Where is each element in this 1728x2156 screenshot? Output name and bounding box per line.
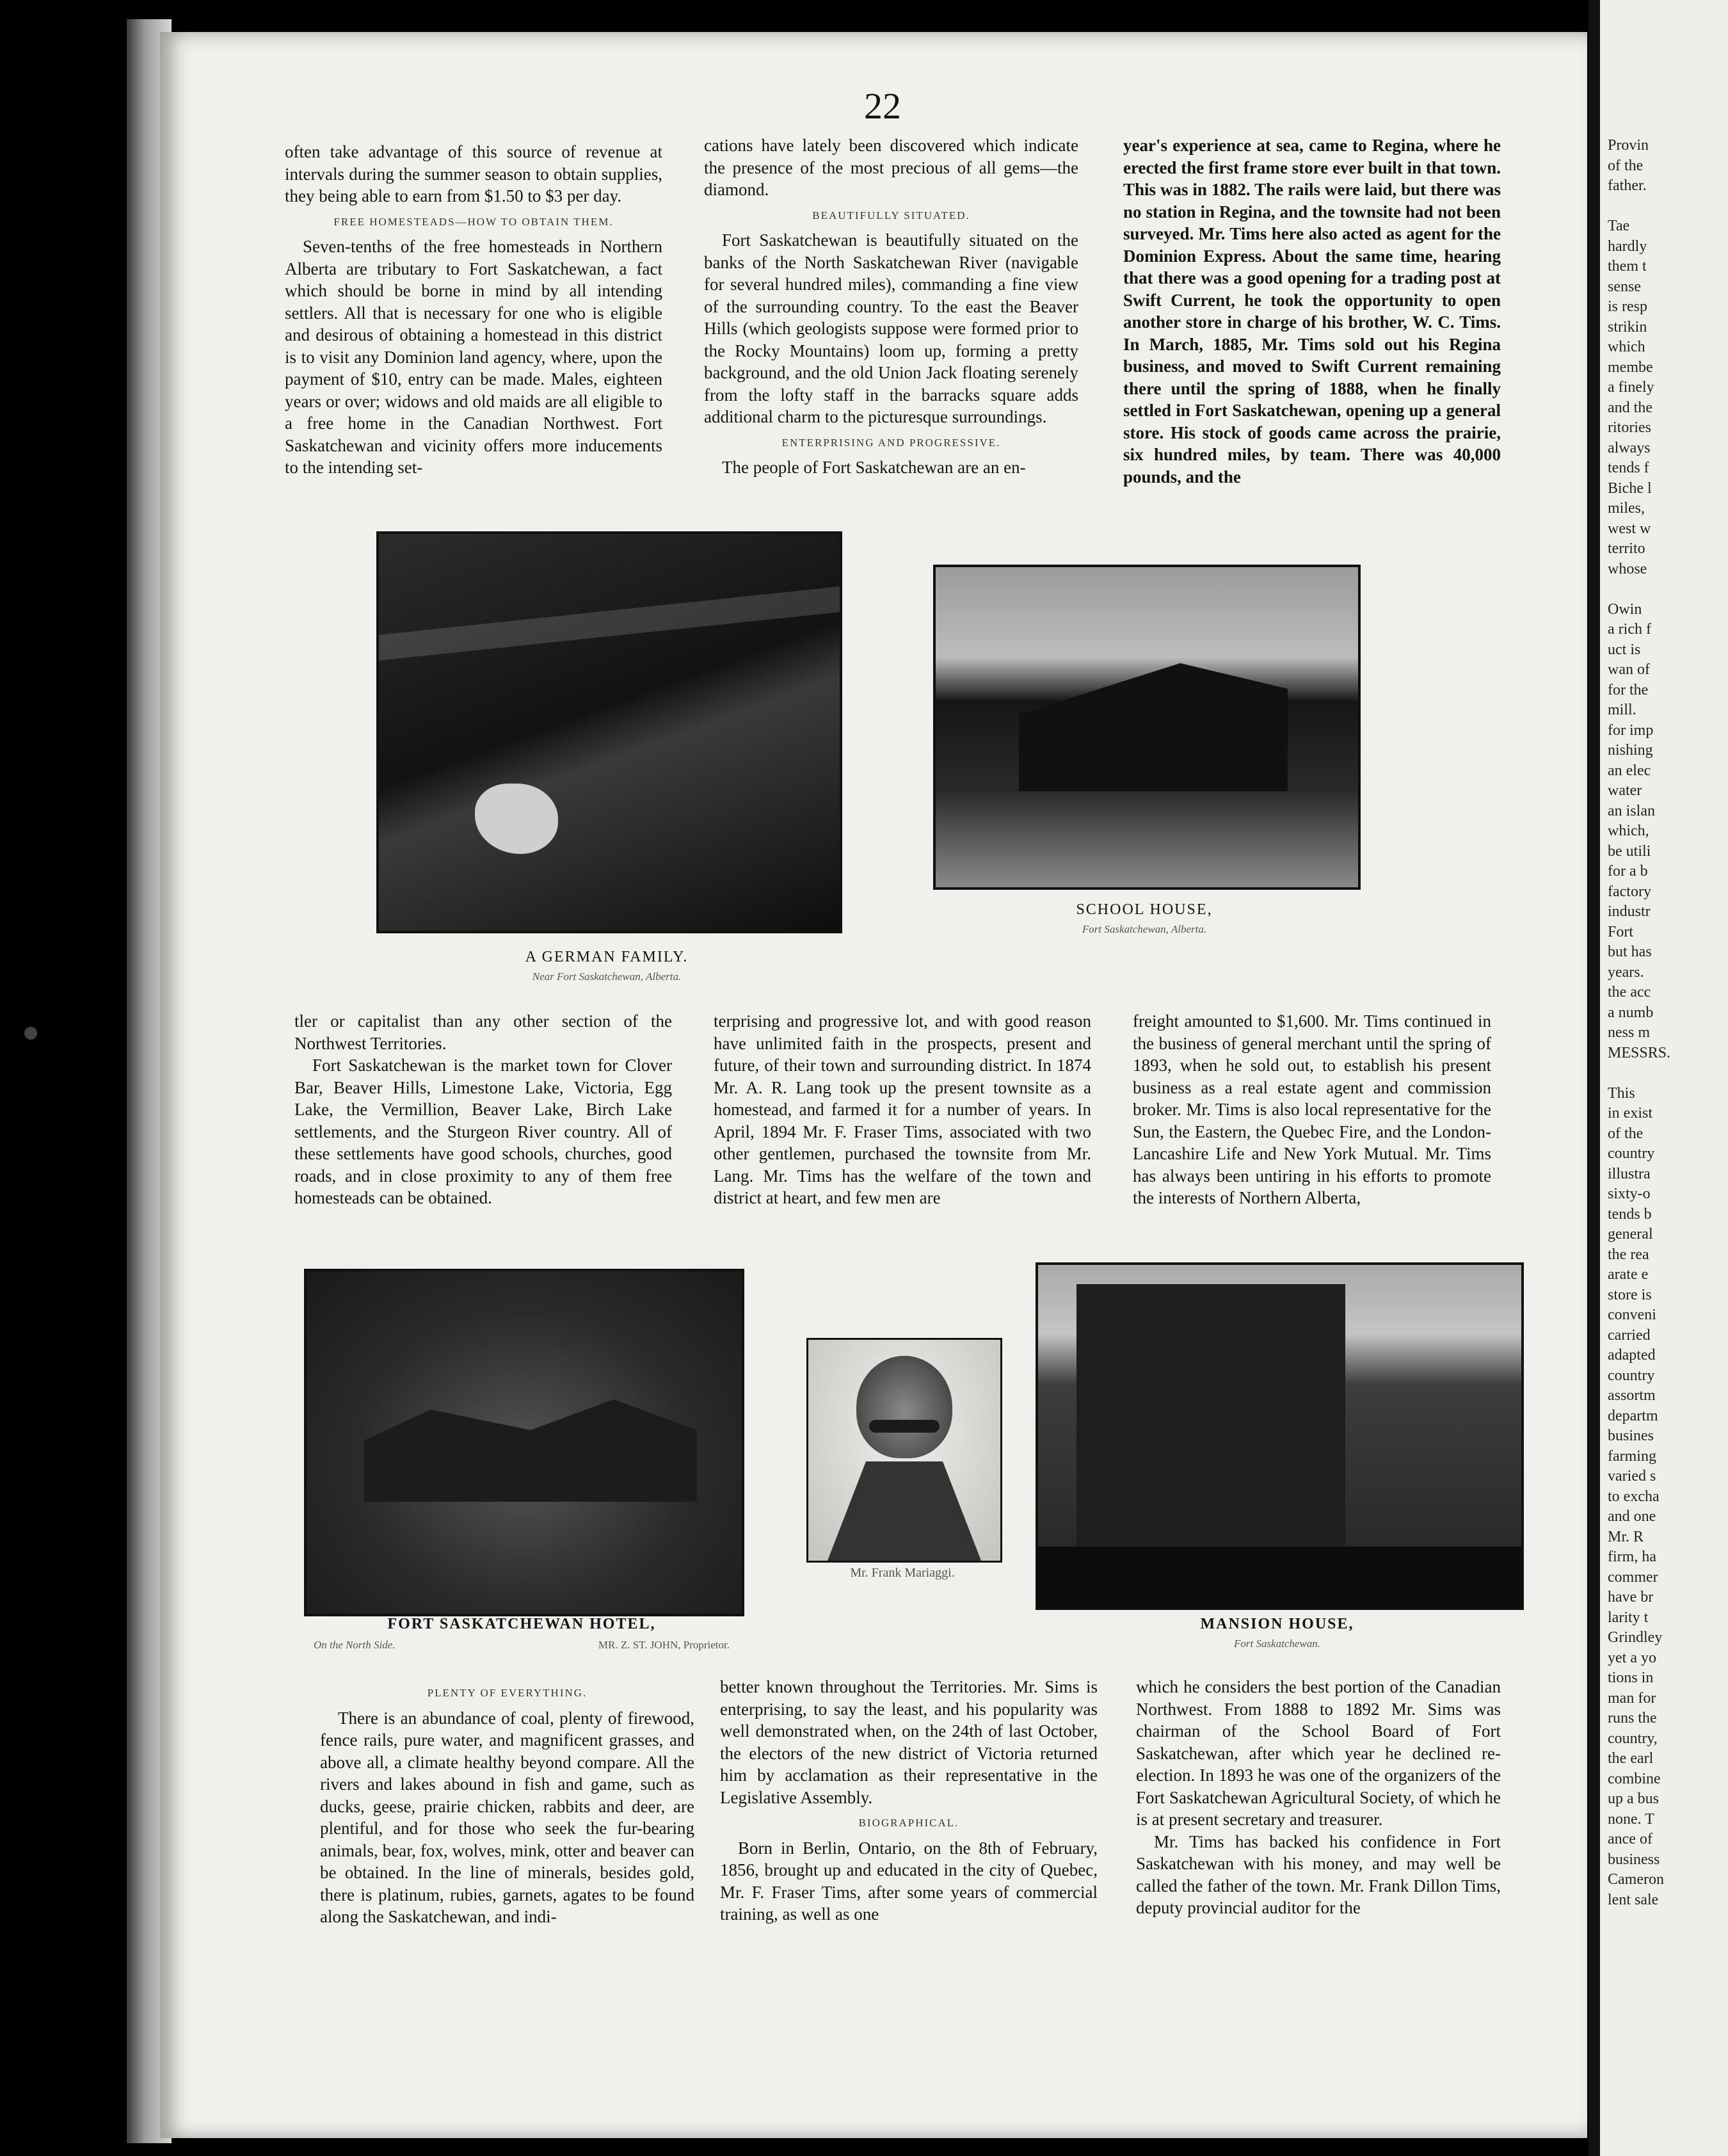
adjacent-text-fragment: years. <box>1608 963 1644 981</box>
mansion-house-subcaption: Fort Saskatchewan. <box>1233 1637 1321 1650</box>
page-number: 22 <box>864 85 901 127</box>
adjacent-text-fragment: man for <box>1608 1689 1656 1707</box>
bottom-column-3 <box>1136 1676 1501 1919</box>
adjacent-text-fragment: west w <box>1608 520 1651 537</box>
adjacent-text-fragment: and one <box>1608 1508 1656 1525</box>
adjacent-text-fragment: conveni <box>1608 1307 1656 1323</box>
german-family-subcaption: Near Fort Saskatchewan, Alberta. <box>532 970 682 983</box>
adjacent-text-fragment: of the <box>1608 1125 1644 1142</box>
portrait-head <box>856 1356 952 1458</box>
adjacent-text-fragment: strikin <box>1608 318 1647 335</box>
adjacent-text-fragment: a rich f <box>1608 621 1651 638</box>
adjacent-text-fragment: firm, ha <box>1608 1549 1656 1565</box>
adjacent-text-fragment: Tae <box>1608 218 1630 234</box>
adjacent-text-fragment: is resp <box>1608 298 1647 315</box>
mansion-house-photo <box>1036 1262 1524 1610</box>
adjacent-text-fragment: assortm <box>1608 1387 1656 1404</box>
adjacent-text-fragment: country <box>1608 1367 1655 1384</box>
portrait-coat <box>828 1461 981 1561</box>
adjacent-text-fragment: yet a yo <box>1608 1649 1656 1666</box>
paragraph: Fort Saskatchewan is beautifully situated on the banks of the North Saskatchewan River (navigable for several hundred miles), commanding a fine view of the surrounding country. To the east the Beaver Hills (which geologists suppose were formed prior to the Rocky Mountains) loom up, forming a pretty background, and the old Union Jack floating serenely from the lofty staff in the barracks square adds additional charm to the picturesque surroundings. <box>704 230 1078 426</box>
adjacent-text-fragment: a numb <box>1608 1004 1654 1021</box>
film-mark <box>24 1027 37 1040</box>
adjacent-text-fragment: for imp <box>1608 721 1654 739</box>
hotel-subcaption-right: MR. Z. ST. JOHN, Proprietor. <box>598 1639 730 1651</box>
adjacent-text-fragment: in exist <box>1608 1105 1652 1122</box>
adjacent-text-fragment: factory <box>1608 883 1651 900</box>
adjacent-text-fragment: an elec <box>1608 762 1651 779</box>
adjacent-text-fragment: Grindley <box>1608 1629 1663 1646</box>
top-column-1 <box>285 141 662 479</box>
paragraph: cations have lately been discovered which indicate the presence of the most precious of all gems—the diamond. <box>704 136 1078 199</box>
adjacent-page <box>1600 0 1728 2156</box>
adjacent-text-fragment: an islan <box>1608 802 1655 819</box>
adjacent-text-fragment: Provin <box>1608 137 1649 154</box>
adjacent-text-fragment: industr <box>1608 903 1651 920</box>
adjacent-text-fragment: MESSRS. <box>1608 1044 1671 1061</box>
adjacent-text-fragment: sixty-o <box>1608 1186 1651 1202</box>
photo-building <box>1019 663 1288 791</box>
portrait-moustache <box>869 1420 940 1433</box>
paragraph: Mr. Tims has backed his confidence in Fort Saskatchewan with his money, and may well be called the father of the town. Mr. Frank Dillon Tims, deputy provincial auditor for the <box>1136 1831 1501 1917</box>
hotel-caption: FORT SASKATCHEWAN HOTEL, <box>387 1616 656 1632</box>
adjacent-text-fragment: lent sale <box>1608 1891 1659 1908</box>
adjacent-text-fragment: have br <box>1608 1589 1654 1605</box>
paragraph: Seven-tenths of the free homesteads in Northern Alberta are tributary to Fort Saskatchewan, a fact which should be borne in mind by all intending settlers. All that is necessary for one who is eligible and desirous of obtaining a homestead in this district is to visit any Dominion land agency, where, upon the payment of $10, entry can be made. Males, eighteen years or over; widows and old maids are all eligible to a free home in the Canadian Northwest. Fort Saskatchewan and vicinity offers more inducements to the intending set- <box>285 237 662 477</box>
adjacent-text-fragment: combine <box>1608 1770 1661 1787</box>
german-family-photo <box>376 531 842 933</box>
photo-highlight <box>475 784 558 854</box>
section-heading: BEAUTIFULLY SITUATED. <box>812 209 970 221</box>
adjacent-text-fragment: tends f <box>1608 460 1649 476</box>
adjacent-text-fragment: arate e <box>1608 1266 1649 1283</box>
newspaper-page <box>160 32 1587 2138</box>
adjacent-text-fragment: illustra <box>1608 1165 1651 1182</box>
adjacent-text-fragment: wan of <box>1608 661 1650 678</box>
portrait-caption: Mr. Frank Mariaggi. <box>850 1566 955 1580</box>
adjacent-text-fragment: for a b <box>1608 863 1648 880</box>
adjacent-text-fragment: a finely <box>1608 379 1654 396</box>
adjacent-text-fragment: Fort <box>1608 923 1634 940</box>
adjacent-text-fragment: business <box>1608 1851 1660 1868</box>
adjacent-text-fragment: territo <box>1608 540 1645 557</box>
school-house-subcaption: Fort Saskatchewan, Alberta. <box>1082 923 1207 935</box>
photo-crowd <box>1038 1547 1521 1607</box>
bottom-column-2 <box>720 1676 1098 1926</box>
adjacent-text-fragment: to excha <box>1608 1488 1660 1505</box>
adjacent-text-fragment: mill. <box>1608 702 1636 718</box>
adjacent-text-fragment: ritories <box>1608 419 1651 436</box>
adjacent-text-fragment: the acc <box>1608 984 1651 1001</box>
hotel-photo <box>304 1269 744 1616</box>
adjacent-text-fragment: up a bus <box>1608 1790 1659 1807</box>
adjacent-text-fragment: water <box>1608 782 1642 799</box>
adjacent-text-fragment: tends b <box>1608 1205 1652 1223</box>
adjacent-text-fragment: for the <box>1608 681 1649 698</box>
adjacent-text-fragment: larity t <box>1608 1609 1649 1626</box>
bottom-column-1 <box>320 1678 694 1928</box>
adjacent-text-fragment: farming <box>1608 1447 1656 1465</box>
adjacent-text-fragment: runs the <box>1608 1710 1657 1726</box>
adjacent-text-fragment: always <box>1608 439 1651 456</box>
section-heading: BIOGRAPHICAL. <box>858 1817 959 1829</box>
section-heading: FREE HOMESTEADS—HOW TO OBTAIN THEM. <box>333 215 614 228</box>
middle-column-1 <box>294 1010 672 1209</box>
adjacent-text-fragment: of the <box>1608 157 1644 174</box>
paragraph: better known throughout the Territories. Mr. Sims is enterprising, to say the least, and his popularity was well demonstrated when, on the 24th of last October, the electors of the new district of Victoria returned him by acclamation as their representative in the Legislative Assembly. <box>720 1677 1098 1807</box>
section-heading: PLENTY OF EVERYTHING. <box>427 1687 588 1699</box>
adjacent-text-fragment: them t <box>1608 258 1647 275</box>
adjacent-text-fragment: be utili <box>1608 842 1651 860</box>
adjacent-text-fragment: departm <box>1608 1407 1658 1424</box>
hotel-subcaption-left: On the North Side. <box>314 1639 396 1651</box>
adjacent-text-fragment: which, <box>1608 823 1649 839</box>
adjacent-text-fragment: nishing <box>1608 742 1653 759</box>
adjacent-text-fragment: the earl <box>1608 1750 1654 1767</box>
adjacent-text-fragment: busines <box>1608 1428 1654 1444</box>
adjacent-text-fragment: Cameron <box>1608 1871 1664 1888</box>
adjacent-text-fragment: whose <box>1608 560 1647 577</box>
adjacent-text-fragment: country, <box>1608 1730 1658 1747</box>
adjacent-text-fragment: general <box>1608 1226 1653 1243</box>
adjacent-text-fragment: the rea <box>1608 1246 1649 1263</box>
adjacent-text-fragment: none. T <box>1608 1810 1654 1828</box>
paragraph: freight amounted to $1,600. Mr. Tims continued in the business of general merchant until the spring of 1893, when he sold out, to establish his present business as a real estate agent and commission broker. Mr. Tims is also local representative for the Sun, the Eastern, the Quebec Fire, and the London-Lancashire Life and New York Mutual. Mr. Tims has always been untiring in his efforts to promote the interests of Northern Alberta, <box>1133 1011 1491 1207</box>
paragraph: Born in Berlin, Ontario, on the 8th of February, 1856, brought up and educated in the city of Quebec, Mr. F. Fraser Tims, after some years of commercial training, as well as one <box>720 1838 1098 1924</box>
page-gutter <box>1588 0 1600 2156</box>
adjacent-text-fragment: This <box>1608 1084 1635 1102</box>
photo-building <box>1076 1284 1345 1566</box>
adjacent-text-fragment: commer <box>1608 1568 1658 1586</box>
adjacent-text-fragment: membe <box>1608 358 1653 376</box>
german-family-caption: A GERMAN FAMILY. <box>525 949 689 965</box>
paragraph: year's experience at sea, came to Regina, where he erected the first frame store ever built in that town. This was in 1882. The rails were laid, but there was no station in Regina, and the townsite had not been surveyed. Mr. Tims here also acted as agent for the Dominion Express. About the same time, hearing that there was a good opening for a trading post at Swift Current, he took the opportunity to open another store in charge of his brother, W. C. Tims. In March, 1885, Mr. Tims sold out his Regina business, and moved to Swift Current remaining there until the spring of 1888, when he finally settled in Fort Saskatchewan, opening up a general store. His stock of goods came across the prairie, six hundred miles, by team. There was 40,000 pounds, and the <box>1123 136 1501 487</box>
middle-column-2 <box>714 1010 1091 1209</box>
paragraph: tler or capitalist than any other section of the Northwest Territories. <box>294 1011 672 1053</box>
top-column-2 <box>704 134 1078 479</box>
adjacent-text-fragment: hardly <box>1608 237 1647 255</box>
adjacent-text-fragment: Biche l <box>1608 479 1652 497</box>
paragraph: often take advantage of this source of revenue at intervals during the summer season to obtain supplies, they being able to earn from $1.50 to $3 per day. <box>285 142 662 205</box>
school-house-caption: SCHOOL HOUSE, <box>1076 901 1213 918</box>
paragraph: Fort Saskatchewan is the market town for Clover Bar, Beaver Hills, Limestone Lake, Victoria, Egg Lake, the Vermillion, Beaver Lake, Birch Lake settlements, and the Sturgeon River country. All of these settlements have good schools, churches, good roads, and in close proximity to any of them free homesteads can be obtained. <box>294 1056 672 1207</box>
adjacent-text-fragment: store is <box>1608 1286 1652 1303</box>
adjacent-text-fragment: miles, <box>1608 500 1645 517</box>
photo-roofline <box>379 586 840 661</box>
mansion-house-caption: MANSION HOUSE, <box>1200 1616 1354 1632</box>
adjacent-text-fragment: and the <box>1608 399 1652 416</box>
adjacent-text-fragment: sense <box>1608 278 1641 295</box>
paragraph: terprising and progressive lot, and with good reason have unlimited faith in the prospects, present and future, of their town and surrounding district. In 1874 Mr. A. R. Lang took up the present townsite as a homestead, and farmed it for a number of years. In April, 1894 Mr. F. Fraser Tims, associated with two other gentlemen, purchased the townsite from Mr. Lang. Mr. Tims has the welfare of the town and district at heart, and few men are <box>714 1011 1091 1207</box>
paragraph: The people of Fort Saskatchewan are an en- <box>722 458 1026 477</box>
adjacent-text-fragment: but has <box>1608 944 1652 960</box>
adjacent-text-fragment: varied s <box>1608 1468 1656 1484</box>
middle-column-3 <box>1133 1010 1491 1209</box>
adjacent-text-fragment: ance of <box>1608 1831 1652 1847</box>
school-house-photo <box>933 565 1361 890</box>
adjacent-text-fragment: Owin <box>1608 600 1642 618</box>
adjacent-text-fragment: which <box>1608 339 1645 355</box>
adjacent-text-fragment: father. <box>1608 177 1647 194</box>
adjacent-text-fragment: adapted <box>1608 1347 1656 1364</box>
adjacent-text-fragment: country <box>1608 1145 1655 1162</box>
adjacent-text-fragment: Mr. R <box>1608 1528 1644 1545</box>
photo-building <box>364 1399 697 1502</box>
adjacent-text-fragment: uct is <box>1608 641 1641 658</box>
adjacent-text-fragment: tions in <box>1608 1669 1654 1686</box>
paragraph: which he considers the best portion of the Canadian Northwest. From 1888 to 1892 Mr. Sims was chairman of the School Board of Fort Saskatchewan, after which year he declined re-election. In 1893 he was one of the organizers of the Fort Saskatchewan Agricultural Society, of which he is at present secretary and treasurer. <box>1136 1677 1501 1829</box>
adjacent-text-fragment: carried <box>1608 1326 1651 1344</box>
paragraph: There is an abundance of coal, plenty of firewood, fence rails, pure water, and magnificent grasses, and above all, a climate healthy beyond compare. All the rivers and lakes abound in fish and game, such as ducks, geese, prairie chicken, rabbits and deer, are plentiful, and for those who seek the fur-bearing animals, bear, fox, wolves, mink, otter and beaver can be obtained. In the line of minerals, besides gold, there is platinum, rubies, garnets, agates to be found along the Saskatchewan, and indi- <box>320 1708 694 1926</box>
top-column-3 <box>1123 134 1501 488</box>
mariaggi-portrait <box>806 1338 1002 1563</box>
adjacent-text-fragment: ness m <box>1608 1024 1650 1041</box>
section-heading: ENTERPRISING AND PROGRESSIVE. <box>781 436 1001 449</box>
